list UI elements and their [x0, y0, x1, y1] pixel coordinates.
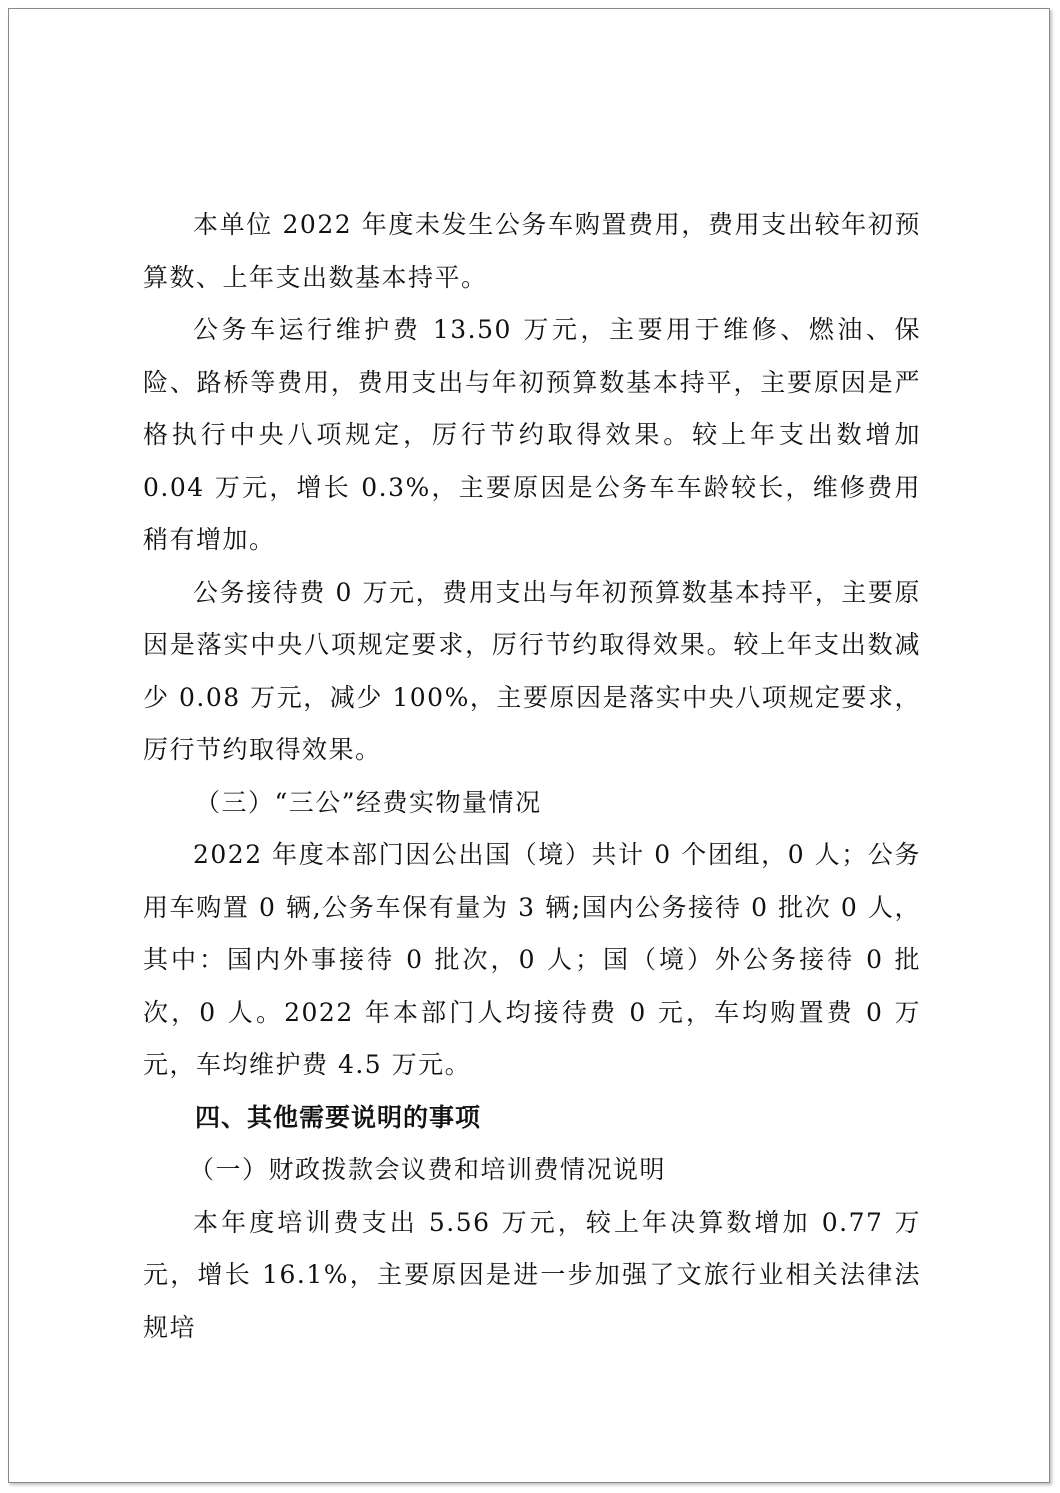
- section-heading-other-matters: 四、其他需要说明的事项: [195, 1102, 482, 1132]
- document-page: [8, 8, 1050, 1483]
- document-body: [143, 199, 921, 1354]
- paragraph-vehicle-purchase: 本单位 2022 年度未发生公务车购置费用，费用支出较年初预算数、上年支出数基本持平。: [143, 210, 921, 292]
- section-heading-meeting-training: （一）财政拨款会议费和培训费情况说明: [189, 1155, 667, 1184]
- paragraph-physical-quantity: 2022 年度本部门因公出国（境）共计 0 个团组，0 人；公务用车购置 0 辆,公务车保有量为 3 辆;国内公务接待 0 批次 0 人，其中：国内外事接待 0 批次，0 人；国（境）外公务接待 0 批次，0 人。2022 年本部门人均接待费 0 元，车均购置费 0 万元，车均维护费 4.5 万元。: [143, 840, 921, 1079]
- paragraph-reception-fee: 公务接待费 0 万元，费用支出与年初预算数基本持平，主要原因是落实中央八项规定要求，厉行节约取得效果。较上年支出数减少 0.08 万元，减少 100%，主要原因是落实中央八项规定要求，厉行节约取得效果。: [143, 577, 921, 764]
- paragraph-vehicle-maintenance: 公务车运行维护费 13.50 万元，主要用于维修、燃油、保险、路桥等费用，费用支出与年初预算数基本持平，主要原因是严格执行中央八项规定，厉行节约取得效果。较上年支出数增加 0.04 万元，增长 0.3%，主要原因是公务车车龄较长，维修费用稍有增加。: [143, 315, 921, 554]
- paragraph-training-fee: 本年度培训费支出 5.56 万元，较上年决算数增加 0.77 万元，增长 16.1%，主要原因是进一步加强了文旅行业相关法律法规培: [143, 1207, 921, 1342]
- section-heading-physical-quantity: （三）“三公”经费实物量情况: [195, 787, 542, 817]
